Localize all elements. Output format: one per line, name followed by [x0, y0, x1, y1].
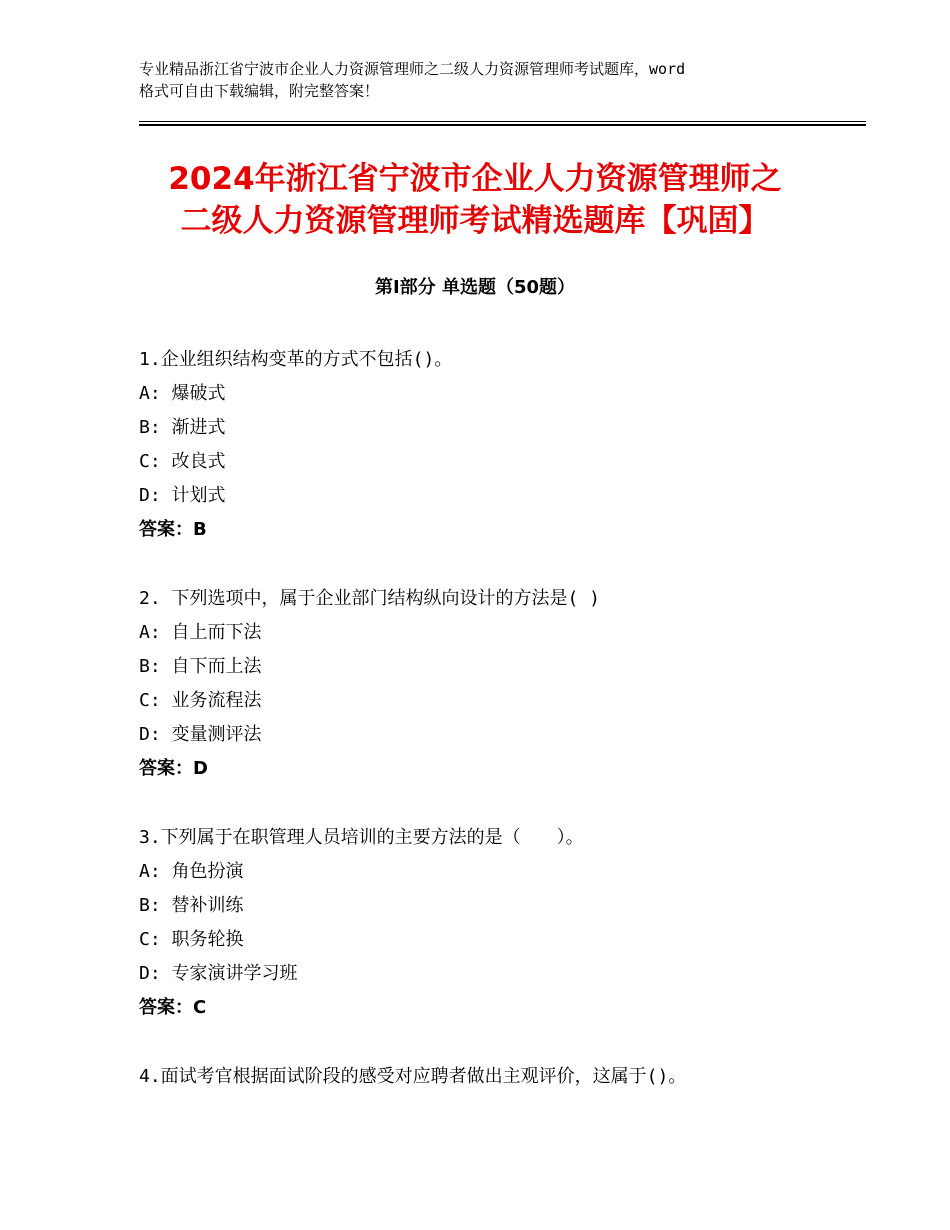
- option-c: C: 职务轮换: [139, 929, 244, 950]
- answer-label: 答案：: [139, 758, 193, 779]
- question-spacer: [139, 1025, 839, 1060]
- question-stem: 4.面试考官根据面试阶段的感受对应聘者做出主观评价，这属于()。: [139, 1066, 687, 1087]
- question-item: [139, 582, 839, 821]
- section-heading: 第Ⅰ部分 单选题（50题）: [374, 277, 575, 298]
- option-a: A: 角色扮演: [139, 861, 244, 882]
- answer-line: [139, 991, 839, 1025]
- option-d: D: 变量测评法: [139, 724, 262, 745]
- question-item: [139, 343, 839, 582]
- header-note: [139, 58, 829, 102]
- answer-label: 答案：: [139, 519, 193, 540]
- question-stem: 1.企业组织结构变革的方式不包括()。: [139, 349, 453, 370]
- question-item: [139, 1060, 839, 1094]
- question-stem: 2. 下列选项中，属于企业部门结构纵向设计的方法是( ): [139, 588, 601, 609]
- answer-value: B: [193, 519, 207, 540]
- question-list: [139, 343, 839, 1094]
- option-d: D: 计划式: [139, 485, 226, 506]
- option-d: D: 专家演讲学习班: [139, 963, 298, 984]
- option-b: B: 自下而上法: [139, 656, 262, 677]
- option-a: A: 自上而下法: [139, 622, 262, 643]
- header-divider: [139, 121, 866, 126]
- answer-line: [139, 513, 839, 547]
- document-title-line: 2024年浙江省宁波市企业人力资源管理师之: [168, 161, 782, 197]
- answer-label: 答案：: [139, 997, 193, 1018]
- question-stem: 3.下列属于在职管理人员培训的主要方法的是（ ）。: [139, 827, 584, 848]
- header-note-line: 专业精品浙江省宁波市企业人力资源管理师之二级人力资源管理师考试题库，word: [139, 60, 686, 78]
- option-a: A: 爆破式: [139, 383, 226, 404]
- question-spacer: [139, 786, 839, 821]
- option-b: B: 渐进式: [139, 417, 226, 438]
- answer-line: [139, 752, 839, 786]
- option-b: B: 替补训练: [139, 895, 244, 916]
- header-note-line: 格式可自由下载编辑，附完整答案！: [139, 82, 380, 100]
- question-spacer: [139, 547, 839, 582]
- answer-value: D: [193, 758, 208, 779]
- option-c: C: 改良式: [139, 451, 226, 472]
- option-c: C: 业务流程法: [139, 690, 262, 711]
- document-title: [100, 158, 850, 242]
- document-title-line: 二级人力资源管理师考试精选题库【巩固】: [180, 203, 770, 239]
- question-item: [139, 821, 839, 1060]
- answer-value: C: [193, 997, 207, 1018]
